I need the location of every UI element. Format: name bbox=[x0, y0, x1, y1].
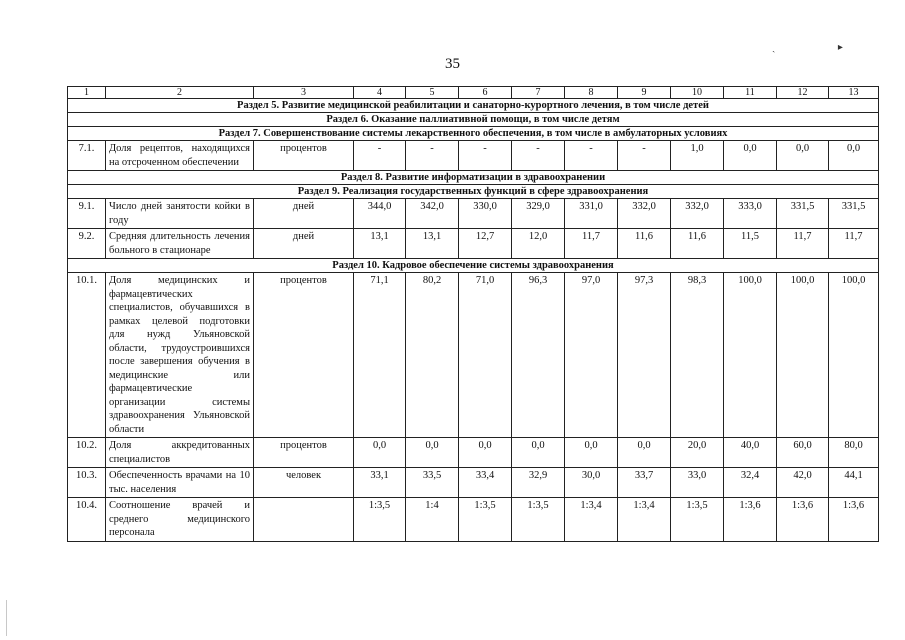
row-number: 9.1. bbox=[68, 199, 106, 229]
value-cell: 97,0 bbox=[565, 273, 618, 438]
value-cell: 329,0 bbox=[512, 199, 565, 229]
value-cell: 60,0 bbox=[777, 438, 829, 468]
value-cell: 32,4 bbox=[724, 468, 777, 498]
value-cell: 0,0 bbox=[459, 438, 512, 468]
indicator-name: Число дней занятости койки в году bbox=[106, 199, 254, 229]
section-row bbox=[68, 171, 879, 185]
column-number-header: 3 bbox=[254, 87, 354, 99]
section-row bbox=[68, 99, 879, 113]
value-cell: 1:3,4 bbox=[618, 498, 671, 542]
column-number-header: 5 bbox=[406, 87, 459, 99]
unit-cell: процентов bbox=[254, 141, 354, 171]
value-cell: 333,0 bbox=[724, 199, 777, 229]
column-number-header: 10 bbox=[671, 87, 724, 99]
table-row bbox=[68, 498, 879, 542]
value-cell: 100,0 bbox=[724, 273, 777, 438]
value-cell: 30,0 bbox=[565, 468, 618, 498]
value-cell: 71,0 bbox=[459, 273, 512, 438]
indicator-name: Доля рецептов, находящихся на отсроченном обеспечении bbox=[106, 141, 254, 171]
row-number: 10.1. bbox=[68, 273, 106, 438]
value-cell: 11,7 bbox=[565, 229, 618, 259]
value-cell: 33,0 bbox=[671, 468, 724, 498]
section-title: Раздел 8. Развитие информатизации в здравоохранении bbox=[68, 171, 879, 185]
value-cell: - bbox=[459, 141, 512, 171]
value-cell: 12,0 bbox=[512, 229, 565, 259]
column-number-header: 7 bbox=[512, 87, 565, 99]
value-cell: 71,1 bbox=[354, 273, 406, 438]
value-cell: 11,6 bbox=[671, 229, 724, 259]
value-cell: 330,0 bbox=[459, 199, 512, 229]
value-cell: 332,0 bbox=[671, 199, 724, 229]
value-cell: - bbox=[406, 141, 459, 171]
value-cell: 33,7 bbox=[618, 468, 671, 498]
row-number: 7.1. bbox=[68, 141, 106, 171]
value-cell: 100,0 bbox=[829, 273, 879, 438]
value-cell: 40,0 bbox=[724, 438, 777, 468]
value-cell: 0,0 bbox=[565, 438, 618, 468]
row-number: 9.2. bbox=[68, 229, 106, 259]
value-cell: 0,0 bbox=[618, 438, 671, 468]
value-cell: 331,5 bbox=[777, 199, 829, 229]
value-cell: 1,0 bbox=[671, 141, 724, 171]
scan-marks: ˏ ▸ bbox=[772, 42, 873, 53]
column-number-header: 11 bbox=[724, 87, 777, 99]
value-cell: 33,5 bbox=[406, 468, 459, 498]
value-cell: 13,1 bbox=[406, 229, 459, 259]
section-row bbox=[68, 113, 879, 127]
value-cell: - bbox=[512, 141, 565, 171]
value-cell: 13,1 bbox=[354, 229, 406, 259]
value-cell: 20,0 bbox=[671, 438, 724, 468]
value-cell: 332,0 bbox=[618, 199, 671, 229]
column-number-header: 8 bbox=[565, 87, 618, 99]
value-cell: 342,0 bbox=[406, 199, 459, 229]
table-row bbox=[68, 273, 879, 438]
unit-cell: дней bbox=[254, 199, 354, 229]
value-cell: 11,7 bbox=[829, 229, 879, 259]
value-cell: 0,0 bbox=[829, 141, 879, 171]
value-cell: 0,0 bbox=[406, 438, 459, 468]
unit-cell: процентов bbox=[254, 438, 354, 468]
value-cell: - bbox=[565, 141, 618, 171]
indicator-name: Средняя длительность лечения больного в стационаре bbox=[106, 229, 254, 259]
value-cell: 0,0 bbox=[777, 141, 829, 171]
value-cell: 331,5 bbox=[829, 199, 879, 229]
section-row bbox=[68, 185, 879, 199]
section-title: Раздел 7. Совершенствование системы лекарственного обеспечения, в том числе в амбулаторных условиях bbox=[68, 127, 879, 141]
value-cell: 1:3,5 bbox=[671, 498, 724, 542]
unit-cell: человек bbox=[254, 468, 354, 498]
column-number-header: 13 bbox=[829, 87, 879, 99]
indicator-name: Доля медицинских и фармацевтических специалистов, обучавшихся в рамках целевой подготовки для нужд Ульяновской области, трудоустроившихся после завершения обучения в медицинские или фармацевтические организации системы здравоохранения Ульяновской области bbox=[106, 273, 254, 438]
value-cell: 1:3,4 bbox=[565, 498, 618, 542]
value-cell: 0,0 bbox=[724, 141, 777, 171]
column-number-header: 9 bbox=[618, 87, 671, 99]
value-cell: 100,0 bbox=[777, 273, 829, 438]
value-cell: - bbox=[618, 141, 671, 171]
value-cell: 1:3,6 bbox=[724, 498, 777, 542]
value-cell: 12,7 bbox=[459, 229, 512, 259]
column-number-header: 2 bbox=[106, 87, 254, 99]
value-cell: 97,3 bbox=[618, 273, 671, 438]
table-row bbox=[68, 229, 879, 259]
section-title: Раздел 10. Кадровое обеспечение системы здравоохранения bbox=[68, 259, 879, 273]
row-number: 10.4. bbox=[68, 498, 106, 542]
table-header-row bbox=[68, 87, 879, 99]
column-number-header: 1 bbox=[68, 87, 106, 99]
indicator-name: Соотношение врачей и среднего медицинского персонала bbox=[106, 498, 254, 542]
value-cell: 32,9 bbox=[512, 468, 565, 498]
value-cell: 44,1 bbox=[829, 468, 879, 498]
row-number: 10.3. bbox=[68, 468, 106, 498]
section-row bbox=[68, 127, 879, 141]
table-row bbox=[68, 141, 879, 171]
value-cell: 1:3,6 bbox=[829, 498, 879, 542]
table-row bbox=[68, 468, 879, 498]
section-title: Раздел 5. Развитие медицинской реабилитации и санаторно-курортного лечения, в том числе детей bbox=[68, 99, 879, 113]
value-cell: 11,5 bbox=[724, 229, 777, 259]
value-cell: 331,0 bbox=[565, 199, 618, 229]
value-cell: 11,6 bbox=[618, 229, 671, 259]
column-number-header: 12 bbox=[777, 87, 829, 99]
column-number-header: 6 bbox=[459, 87, 512, 99]
value-cell: 80,2 bbox=[406, 273, 459, 438]
value-cell: - bbox=[354, 141, 406, 171]
value-cell: 98,3 bbox=[671, 273, 724, 438]
indicator-name: Обеспеченность врачами на 10 тыс. населения bbox=[106, 468, 254, 498]
unit-cell: дней bbox=[254, 229, 354, 259]
column-number-header: 4 bbox=[354, 87, 406, 99]
value-cell: 33,4 bbox=[459, 468, 512, 498]
table-row bbox=[68, 199, 879, 229]
value-cell: 344,0 bbox=[354, 199, 406, 229]
value-cell: 1:4 bbox=[406, 498, 459, 542]
value-cell: 42,0 bbox=[777, 468, 829, 498]
value-cell: 1:3,6 bbox=[777, 498, 829, 542]
page-number: 35 bbox=[445, 56, 460, 72]
value-cell: 0,0 bbox=[354, 438, 406, 468]
section-title: Раздел 6. Оказание паллиативной помощи, в том числе детям bbox=[68, 113, 879, 127]
value-cell: 80,0 bbox=[829, 438, 879, 468]
row-number: 10.2. bbox=[68, 438, 106, 468]
value-cell: 96,3 bbox=[512, 273, 565, 438]
margin-line bbox=[6, 600, 7, 636]
value-cell: 1:3,5 bbox=[512, 498, 565, 542]
table-body bbox=[68, 87, 879, 542]
value-cell: 33,1 bbox=[354, 468, 406, 498]
unit-cell bbox=[254, 498, 354, 542]
table-row bbox=[68, 438, 879, 468]
value-cell: 1:3,5 bbox=[354, 498, 406, 542]
section-title: Раздел 9. Реализация государственных функций в сфере здравоохранения bbox=[68, 185, 879, 199]
indicator-name: Доля аккредитованных специалистов bbox=[106, 438, 254, 468]
value-cell: 1:3,5 bbox=[459, 498, 512, 542]
indicators-table bbox=[67, 86, 879, 542]
section-row bbox=[68, 259, 879, 273]
value-cell: 11,7 bbox=[777, 229, 829, 259]
unit-cell: процентов bbox=[254, 273, 354, 438]
value-cell: 0,0 bbox=[512, 438, 565, 468]
